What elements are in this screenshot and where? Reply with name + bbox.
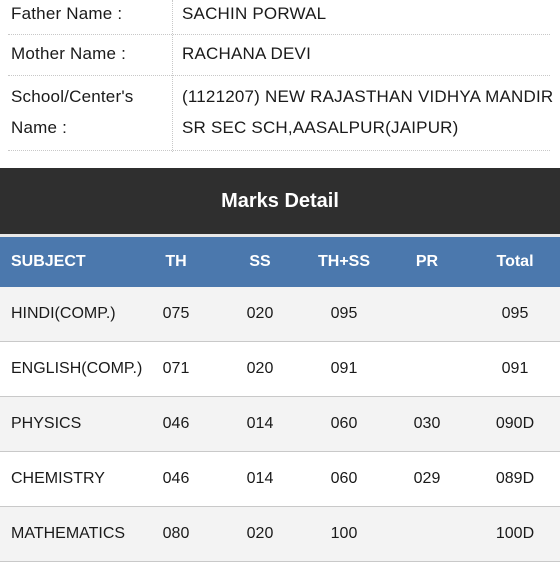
total-cell: 091 (470, 342, 560, 397)
marks-detail-title: Marks Detail (221, 189, 339, 212)
school-name-label-line1: School/Center's (11, 87, 134, 106)
marks-table (0, 237, 560, 562)
th-cell: 046 (136, 397, 216, 452)
table-row (0, 287, 560, 342)
pr-cell (384, 287, 470, 342)
subject-cell: MATHEMATICS (0, 507, 136, 562)
total-cell: 089D (470, 452, 560, 507)
subject-cell: CHEMISTRY (0, 452, 136, 507)
th-ss-cell: 100 (304, 507, 384, 562)
pr-cell (384, 342, 470, 397)
total-cell: 100D (470, 507, 560, 562)
ss-cell: 020 (216, 342, 304, 397)
marks-detail-header (0, 168, 560, 234)
mother-name-label: Mother Name : (11, 44, 127, 63)
col-header-ss: SS (216, 237, 304, 287)
ss-cell: 020 (216, 507, 304, 562)
col-header-total: Total (470, 237, 560, 287)
subject-cell: HINDI(COMP.) (0, 287, 136, 342)
divider (8, 34, 550, 35)
pr-cell: 030 (384, 397, 470, 452)
th-cell: 075 (136, 287, 216, 342)
father-name-label: Father Name : (11, 4, 123, 23)
mother-name-value: RACHANA DEVI (182, 44, 311, 63)
th-ss-cell: 060 (304, 452, 384, 507)
student-info-panel (0, 0, 560, 168)
th-cell: 046 (136, 452, 216, 507)
divider (8, 75, 550, 76)
marks-table-header-row (0, 237, 560, 287)
th-cell: 071 (136, 342, 216, 397)
info-column-divider (172, 0, 174, 152)
pr-cell: 029 (384, 452, 470, 507)
col-header-th: TH (136, 237, 216, 287)
subject-cell: ENGLISH(COMP.) (0, 342, 136, 397)
th-ss-cell: 095 (304, 287, 384, 342)
col-header-subject: SUBJECT (0, 237, 136, 287)
col-header-th-ss: TH+SS (304, 237, 384, 287)
th-cell: 080 (136, 507, 216, 562)
table-row (0, 342, 560, 397)
table-row (0, 397, 560, 452)
table-row (0, 452, 560, 507)
total-cell: 095 (470, 287, 560, 342)
divider (8, 150, 550, 151)
total-cell: 090D (470, 397, 560, 452)
school-name-label-line2: Name : (11, 118, 67, 137)
ss-cell: 020 (216, 287, 304, 342)
father-name-value: SACHIN PORWAL (182, 4, 327, 23)
ss-cell: 014 (216, 452, 304, 507)
school-name-value-line2: SR SEC SCH,AASALPUR(JAIPUR) (182, 118, 459, 137)
th-ss-cell: 091 (304, 342, 384, 397)
subject-cell: PHYSICS (0, 397, 136, 452)
pr-cell (384, 507, 470, 562)
col-header-pr: PR (384, 237, 470, 287)
school-name-value-line1: (1121207) NEW RAJASTHAN VIDHYA MANDIR (182, 87, 554, 106)
th-ss-cell: 060 (304, 397, 384, 452)
ss-cell: 014 (216, 397, 304, 452)
table-row (0, 507, 560, 562)
